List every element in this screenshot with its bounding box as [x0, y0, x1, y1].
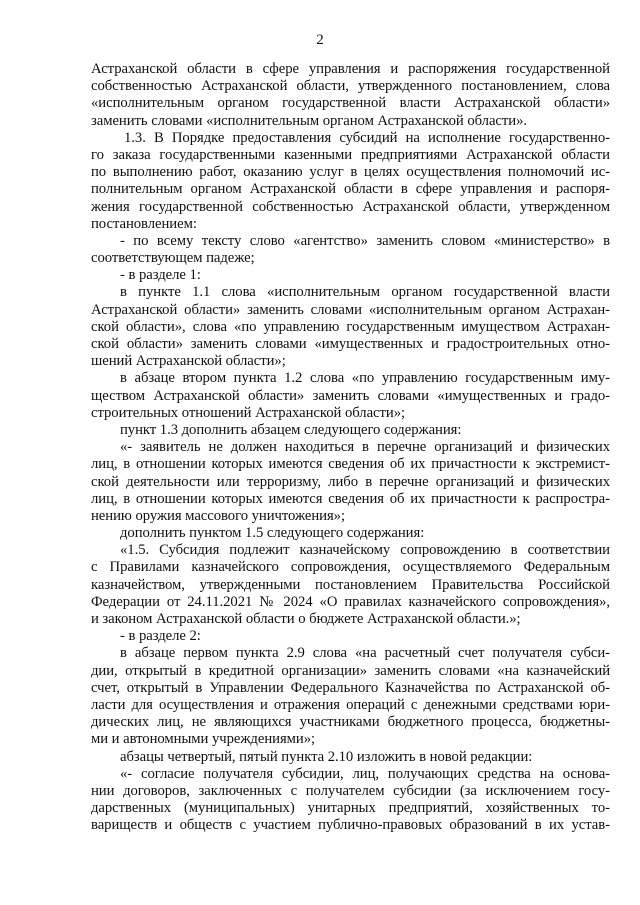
text-line: Астраханской области» заменить словами «исполнительным органом Астрахан-: [91, 301, 610, 318]
text-line: вариществ и обществ с участием публично-правовых образований в их устав-: [91, 817, 610, 834]
text-line: дических лиц, не являющихся участниками бюджетного процесса, бюджетны-: [91, 714, 610, 731]
text-line: лиц, в отношении которых имеются сведения об их причастности к распростра-: [91, 490, 610, 507]
text-line: - по всему тексту слово «агентство» заменить словом «министерство» в: [120, 232, 610, 249]
text-line: собственностью Астраханской области, утвержденного постановлением, слова: [91, 78, 610, 95]
text-line: дии, открытый в кредитной организации» заменить словами «на казначейский: [91, 662, 610, 679]
text-line: «- заявитель не должен находиться в перечне организаций и физических: [120, 439, 610, 456]
text-line: «- согласие получателя субсидии, лиц, получающих средства на основа-: [120, 765, 610, 782]
text-line: го заказа государственными казенными предприятиями Астраханской области: [91, 146, 610, 163]
text-line: ми и автономными учреждениями»;: [91, 731, 316, 748]
text-line: Астраханской области в сфере управления и распоряжения государственной: [91, 61, 610, 77]
text-line: - в разделе 1:: [120, 267, 201, 284]
text-line: дополнить пунктом 1.5 следующего содержания:: [120, 525, 425, 542]
text-line: пункт 1.3 дополнить абзацем следующего содержания:: [120, 421, 462, 438]
text-line: жения государственной собственностью Астраханской области, утвержденном: [91, 198, 610, 215]
text-line: по выполнению работ, оказанию услуг в целях осуществления полномочий ис-: [91, 164, 610, 181]
text-line: «1.5. Субсидия подлежит казначейскому сопровождению в соответствии: [120, 542, 610, 559]
text-line: нии договоров, заключенных с получателем субсидии (за исключением госу-: [91, 782, 610, 799]
text-line: 1.3. В Порядке предоставления субсидий на исполнение государственно-: [124, 129, 610, 146]
text-line: и законом Астраханской области о бюджете Астраханской области.»;: [91, 611, 521, 627]
text-line: соответствующем падеже;: [91, 250, 255, 267]
text-line: абзацы четвертый, пятый пункта 2.10 изложить в новой редакции:: [120, 748, 533, 765]
text-line: в абзаце втором пункта 1.2 слова «по управлению государственным иму-: [120, 370, 610, 387]
text-line: - в разделе 2:: [120, 628, 201, 645]
text-line: дарственных (муниципальных) унитарных предприятий, хозяйственных то-: [91, 800, 610, 817]
text-line: казначейством, утвержденными постановлением Правительства Российской: [91, 576, 610, 593]
text-line: ществом Астраханской области» заменить словами «имущественных и градо-: [91, 387, 610, 404]
text-line: ской деятельности или терроризму, либо в перечне организаций и физических: [91, 473, 610, 490]
text-line: лиц, в отношении которых имеются сведения об их причастности к экстремист-: [91, 456, 610, 473]
page-number: 2: [316, 32, 324, 48]
text-line: нению оружия массового уничтожения»;: [91, 507, 345, 524]
text-line: «исполнительным органом государственной власти Астраханской области»: [91, 95, 610, 112]
document-body: [91, 61, 610, 834]
text-line: заменить словами «исполнительным органом Астраханской области».: [91, 112, 527, 129]
text-line: шений Астраханской области»;: [91, 353, 286, 370]
text-line: строительных отношений Астраханской области»;: [91, 404, 406, 421]
text-line: в абзаце первом пункта 2.9 слова «на расчетный счет получателя субси-: [120, 645, 610, 662]
text-line: постановлением:: [91, 215, 197, 232]
text-line: в пункте 1.1 слова «исполнительным органом государственной власти: [120, 284, 610, 301]
text-line: Федерации от 24.11.2021 № 2024 «О правилах казначейского сопровождения»,: [91, 593, 610, 610]
text-line: ласти для осуществления и отражения операций с денежными средствами юри-: [91, 696, 610, 713]
text-line: счет, открытый в Управлении Федерального Казначейства по Астраханской об-: [91, 679, 610, 696]
text-line: полнительным органом Астраханской области в сфере управления и распоря-: [91, 181, 610, 198]
text-line: ской области» заменить словами «имущественных и градостроительных отно-: [91, 336, 610, 352]
text-line: с Правилами казначейского сопровождения, осуществляемого Федеральным: [91, 559, 610, 576]
text-line: ской области», слова «по управлению государственным имуществом Астрахан-: [91, 318, 610, 335]
